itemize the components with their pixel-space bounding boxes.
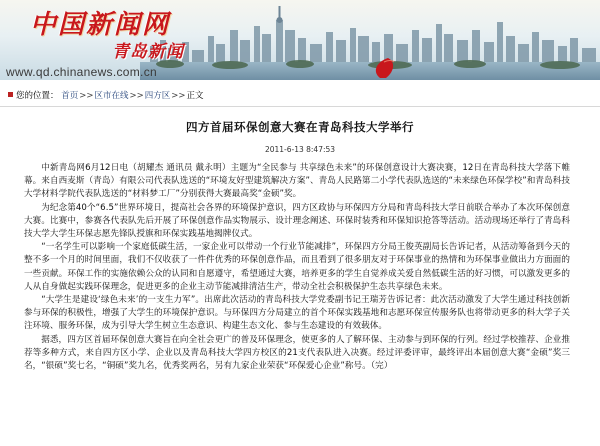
article-date: 2011-6-13 8:47:53	[264, 145, 336, 154]
article-paragraph: “大学生是建设‘绿色未来’的一支生力军”。出席此次活动的青岛科技大学党委副书记王瑞芳告诉记者：此次活动激发了大学生通过科技创新参与环保的积极性，增强了大学生的环境保护意识。与环保四方分局建立的首个环保实践基地和志愿环保宣传服务队也将带动更多的科大学子关注环境、服务环保，成为引导大学生树立生态意识、构建生态文化、参与生态建设的有效载体。	[24, 295, 570, 332]
site-banner[interactable]	[0, 0, 600, 80]
article-body	[24, 162, 570, 373]
article-paragraph: 为纪念第40个“6.5”世界环境日，提高社会各界的环境保护意识，四方区政协与环保四方分局和青岛科技大学日前联合举办了本次环保创意大赛。比赛中，参赛各代表队先后开展了环保创意作品实物展示、设计理念阐述、环保时装秀和环保知识抢答等活动。活动现场还举行了青岛科技大学大学生环保志愿先锋队授旗和环保实践基地揭牌仪式。	[24, 202, 570, 240]
bullet-icon	[8, 92, 13, 97]
article-paragraph: 据悉，四方区首届环保创意大赛旨在向全社会更广的普及环保理念，使更多的人了解环保、主动参与到环保的行列。经过学校推荐、企业推荐等多种方式，来自四方区小学、企业以及青岛科技大学四方校区的21支代表队进入决赛。经过评委评审，最终评出本届创意大赛“金硕”奖三名，“银硕”奖七名，“铜硕”奖九名，优秀奖两名，另有九家企业荣获“环保爱心企业”称号。（完）	[24, 334, 570, 372]
breadcrumb-link-sifang[interactable]: 四方区	[144, 91, 171, 101]
site-logo[interactable]: 中国新闻网	[30, 10, 171, 40]
article-paragraph: “一名学生可以影响一个家庭低碳生活，一家企业可以带动一个行业节能减排”，环保四方分局王俊英副局长告诉记者，从活动筹备到今天的整不多一个月的时间里面，我们不仅收获了一件件优秀的环保创意作品，而且看到了很多朋友对于环保事业的热情和为环保事业做出力方面面的一些贡献。环保工作的实施依赖公众的认同和自愿遵守，希望通过大赛，培养更多的学生自觉养成关爱自然低碳生活的好习惯，可以激发更多的人从自身做起实践环保理念，促进更多的企业主动节能减排清洁生产，带动全社会积极保护生态共享绿色未来。	[24, 242, 570, 292]
breadcrumb-link-home[interactable]: 首页	[61, 91, 79, 101]
breadcrumb	[0, 86, 600, 107]
breadcrumb-separator: >>	[171, 91, 186, 101]
site-url[interactable]: www.qd.chinanews.com.cn	[6, 65, 157, 79]
site-sublogo[interactable]: 青岛新闻	[112, 42, 184, 62]
article-title: 四方首届环保创意大赛在青岛科技大学举行	[186, 120, 414, 134]
breadcrumb-current: 正文	[186, 91, 204, 101]
breadcrumb-separator: >>	[79, 91, 94, 101]
article-paragraph: 中新青岛网6月12日电（胡耀杰 通讯员 戴永明）主题为“全民参与 共享绿色未来”的环保创意设计大赛决赛，12日在青岛科技大学落下帷幕。来自西麦斯（青岛）有限公司代表队选送的“环境友好型建筑解决方案”、青岛人民路第二小学代表队选送的“未来绿色环保学校”和青岛科技大学材料学院代表队选送的“材料梦工厂”分别获得大赛最高奖“金硕”奖。	[24, 163, 570, 200]
breadcrumb-prefix: 您的位置：	[16, 91, 59, 101]
breadcrumb-link-districts[interactable]: 区市在线	[94, 91, 129, 101]
breadcrumb-separator: >>	[129, 91, 144, 101]
